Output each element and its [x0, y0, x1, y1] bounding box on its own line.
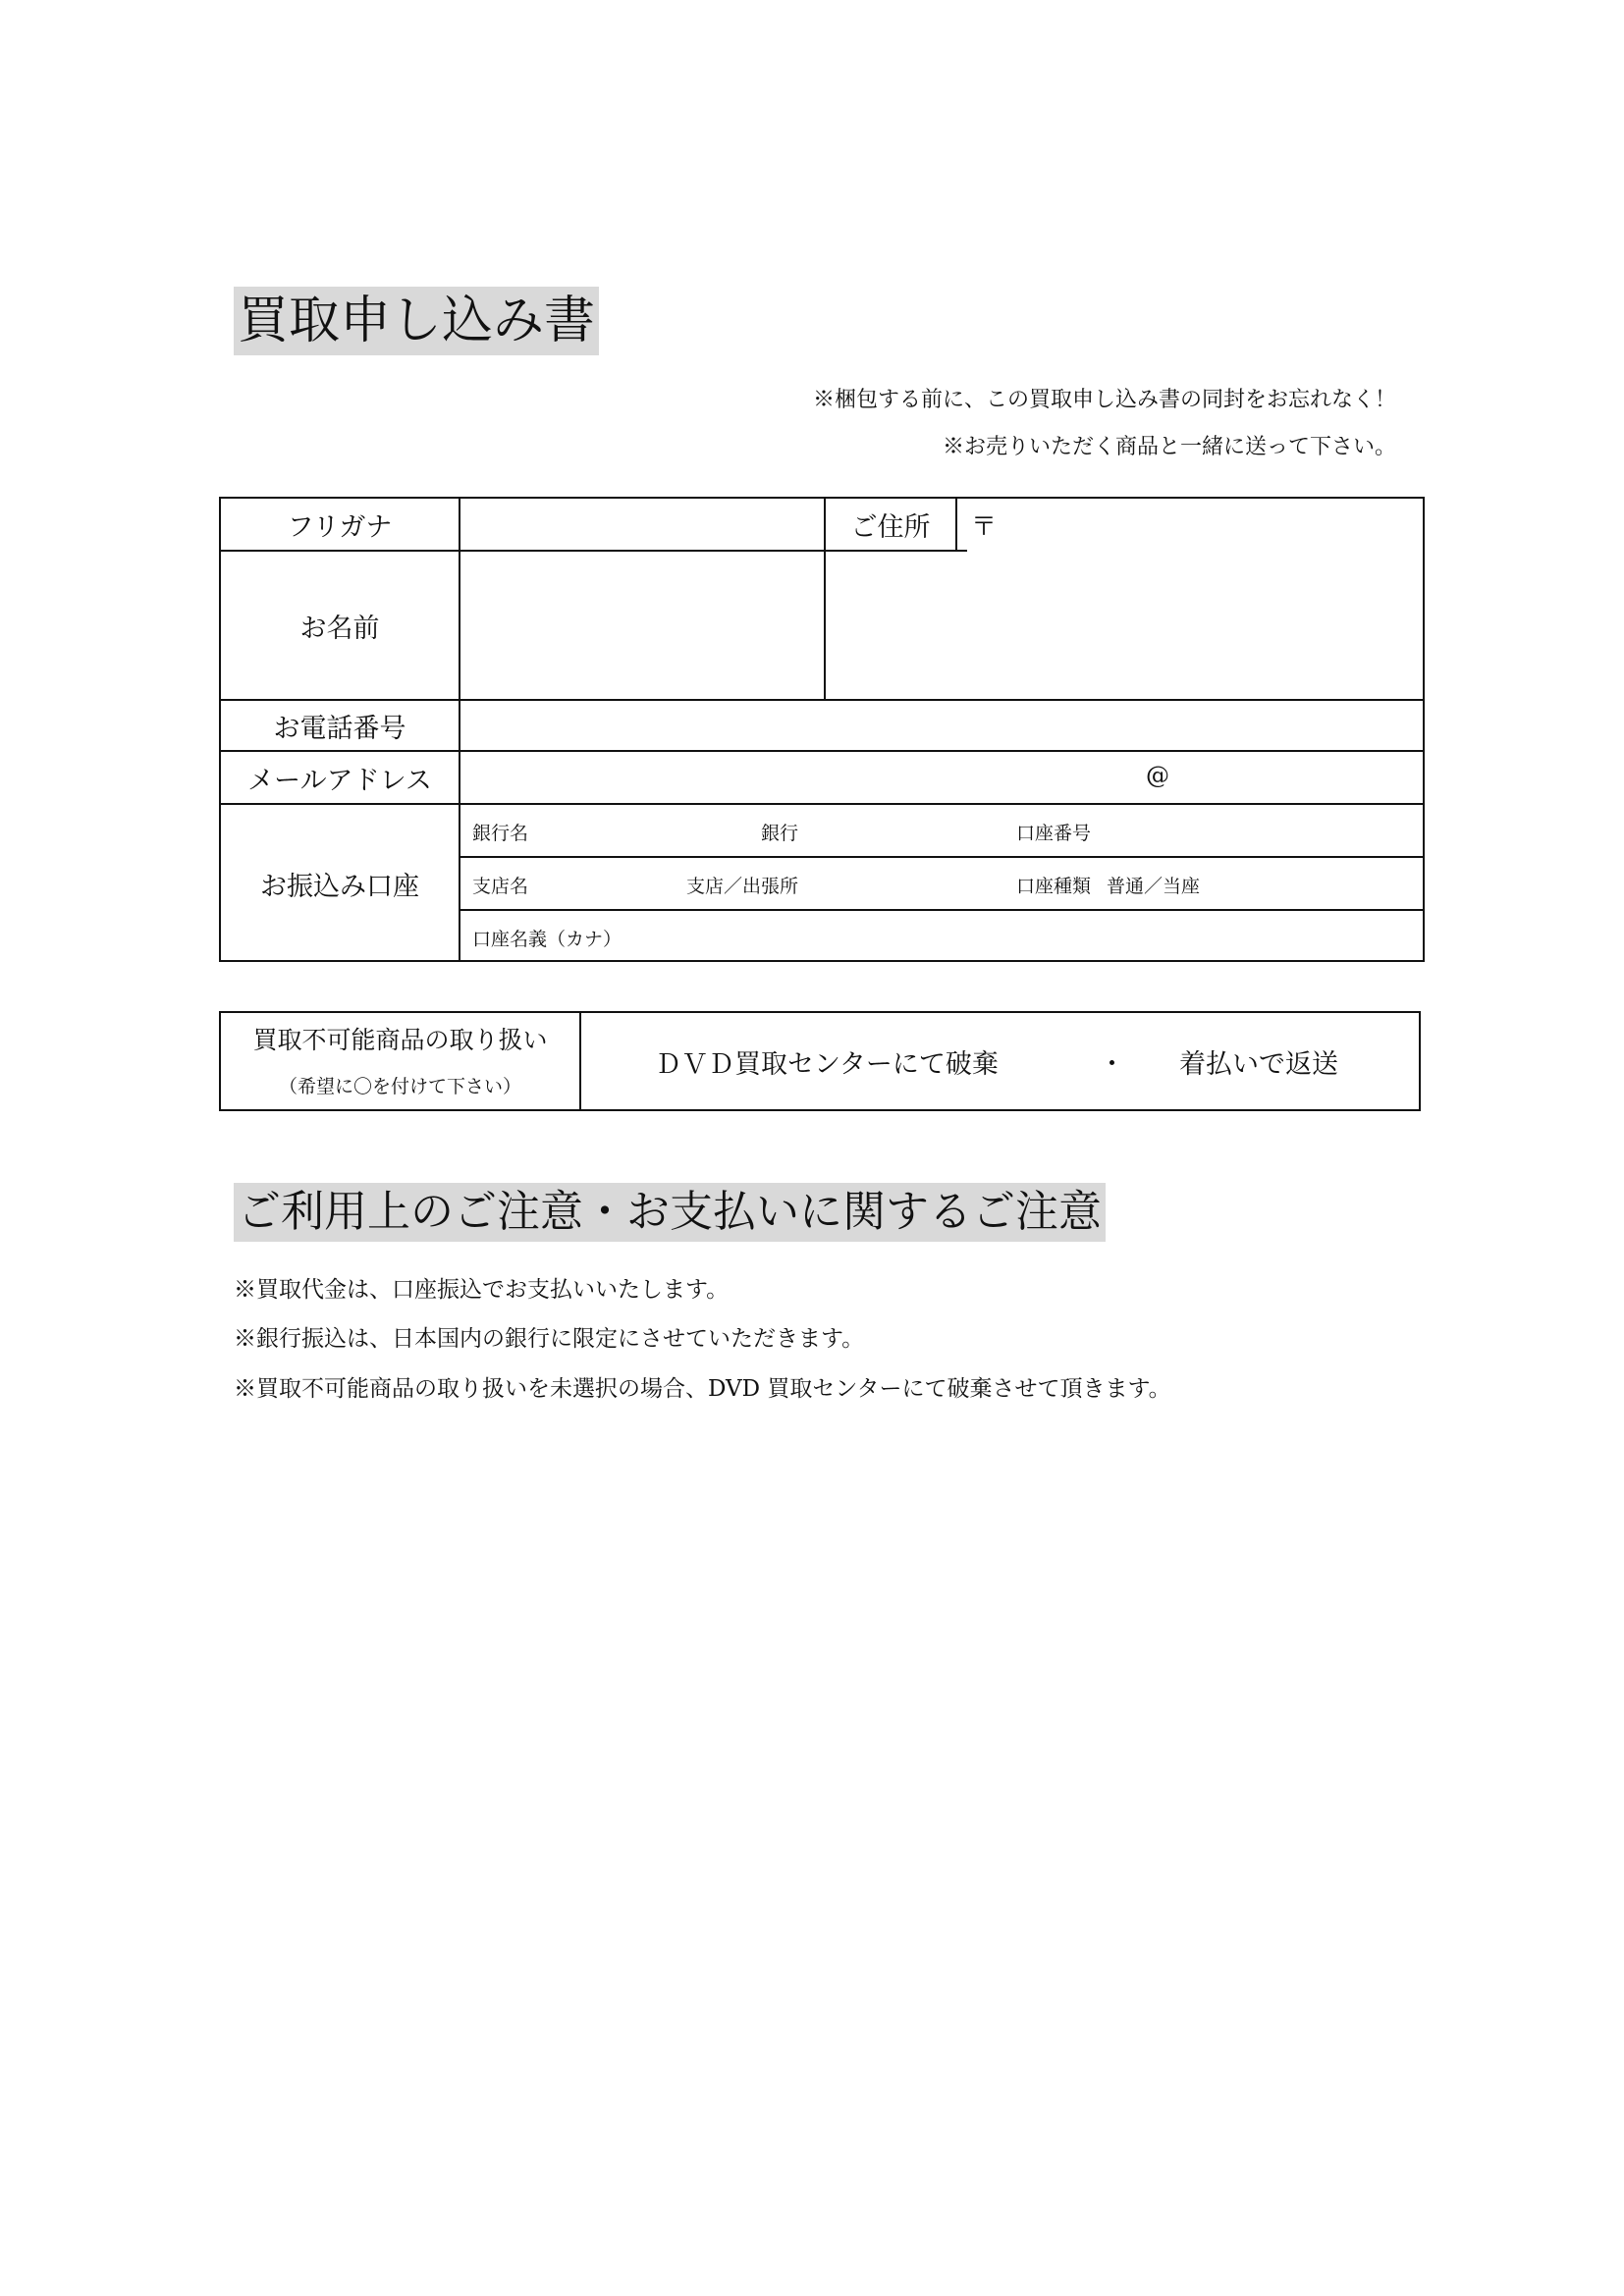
row-divider: [826, 550, 967, 552]
email-label: メールアドレス: [247, 765, 432, 796]
name-label: お名前: [299, 613, 380, 644]
disposal-option-table: [219, 1011, 1421, 1111]
address-field[interactable]: [957, 499, 1423, 701]
disposal-label-cell: [221, 1013, 581, 1109]
postal-mark: 〒: [971, 512, 998, 542]
page-title: 買取申し込み書: [234, 287, 599, 355]
branch-row[interactable]: [460, 858, 1423, 909]
option-return-cod[interactable]: 着払いで返送: [1179, 1049, 1338, 1080]
bank-section-label: お振込み口座: [260, 871, 419, 902]
account-type-label: 口座種類: [1016, 876, 1092, 897]
disposal-sublabel: （希望に〇を付けて下さい）: [278, 1076, 521, 1097]
account-type-options: 普通／当座: [1107, 876, 1201, 897]
bank-suffix: 銀行: [761, 823, 799, 844]
branch-suffix: 支店／出張所: [686, 876, 799, 897]
option-dispose[interactable]: ＤＶＤ買取センターにて破棄: [655, 1049, 999, 1080]
caution-item: ※銀行振込は、日本国内の銀行に限定にさせていただきます。: [234, 1326, 865, 1352]
furigana-label: フリガナ: [287, 511, 393, 543]
note-enclose: ※梱包する前に、この買取申し込み書の同封をお忘れなく！: [812, 388, 1396, 412]
disposal-label: 買取不可能商品の取り扱い: [252, 1026, 548, 1054]
caution-item: ※買取代金は、口座振込でお支払いいたします。: [234, 1277, 730, 1303]
note-send-with-items: ※お売りいただく商品と一緒に送って下さい。: [942, 435, 1396, 459]
account-number-label: 口座番号: [1016, 823, 1092, 844]
email-at-sign: @: [1146, 762, 1169, 789]
account-holder-row[interactable]: [460, 911, 1423, 962]
bank-name-row[interactable]: [460, 805, 1423, 856]
address-label: ご住所: [850, 511, 931, 543]
email-field[interactable]: [460, 752, 1423, 803]
phone-field[interactable]: [460, 701, 1423, 750]
bank-name-label: 銀行名: [472, 823, 529, 844]
caution-title: ご利用上のご注意・お支払いに関するご注意: [234, 1183, 1106, 1242]
caution-item: ※買取不可能商品の取り扱いを未選択の場合、DVD 買取センターにて破棄させて頂きます。: [234, 1376, 1171, 1402]
branch-label: 支店名: [472, 876, 529, 897]
account-holder-label: 口座名義（カナ）: [472, 929, 623, 950]
furigana-field[interactable]: [460, 499, 824, 550]
customer-info-table: [219, 497, 1425, 962]
option-separator: ・: [1099, 1049, 1125, 1080]
phone-label: お電話番号: [273, 713, 406, 744]
name-field[interactable]: [460, 552, 824, 699]
